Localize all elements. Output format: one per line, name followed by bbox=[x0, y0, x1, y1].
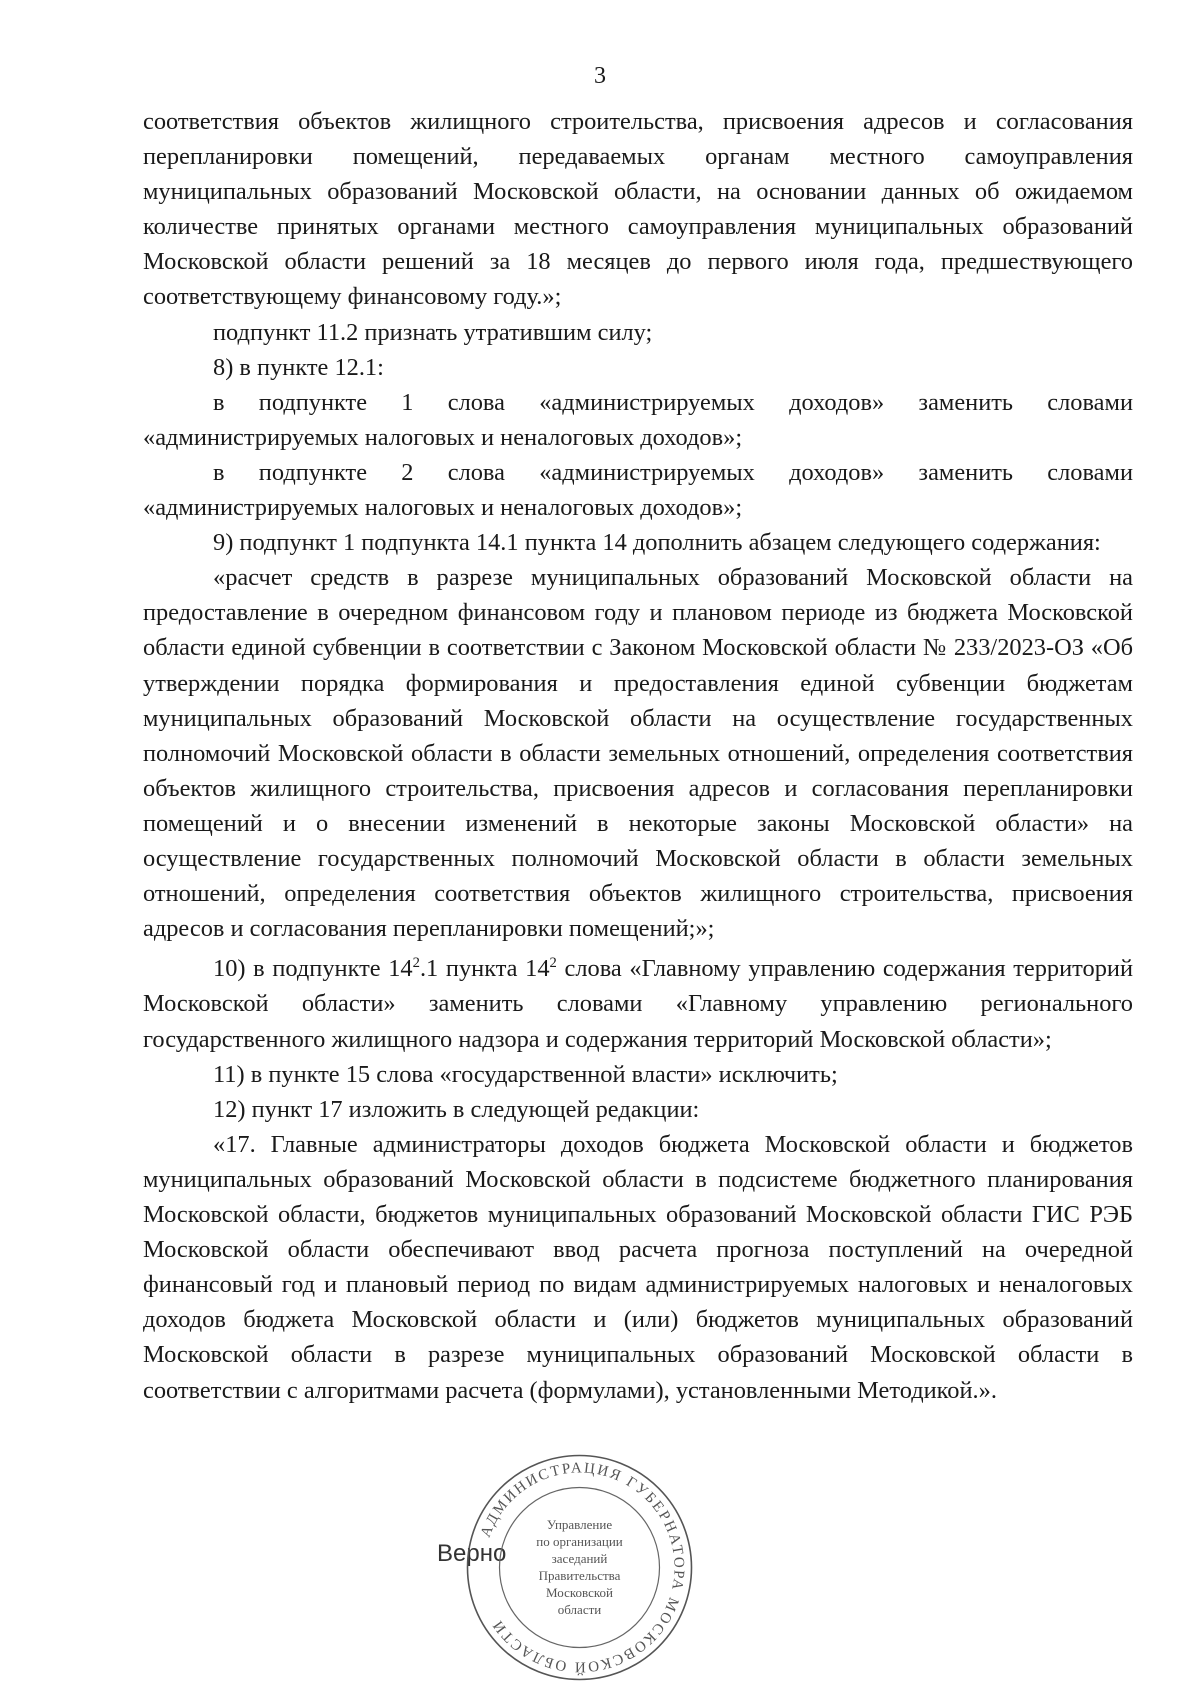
seal-inner-line: области bbox=[557, 1602, 602, 1617]
paragraph-subitem-2: в подпункте 2 слова «администрируемых доходов» заменить словами «администрируемых налоговых и неналоговых доходов»; bbox=[143, 458, 1133, 522]
seal-inner-line: Правительства bbox=[538, 1568, 621, 1583]
seal-inner-line: Управление bbox=[546, 1517, 613, 1532]
paragraph-quote-calculation: «расчет средств в разрезе муниципальных образований Московской области на предоставление в очередном финансовом году и плановом периоде из бюджета Московской области единой субвенции в соответствии с Законом Московской области № 233/2023-ОЗ «Об утверждении порядка формирования и предоставления единой субвенции бюджетам муниципальных образований Московской области на осуществление государственных полномочий Московской области в области земельных отношений, определения соответствия объектов жилищного строительства, присвоения адресов и согласования перепланировки помещений и о внесении изменений в некоторые законы Московской области» на осуществление государственных полномочий Московской области в области земельных отношений, определения соответствия объектов жилищного строительства, присвоения адресов и согласования перепланировки помещений;»; bbox=[143, 564, 1133, 943]
paragraph-item-8: 8) в пункте 12.1: bbox=[213, 353, 384, 381]
paragraph-subitem-1: в подпункте 1 слова «администрируемых доходов» заменить словами «администрируемых налоговых и неналоговых доходов»; bbox=[143, 388, 1133, 451]
paragraph-11-2: подпункт 11.2 признать утратившим силу; bbox=[213, 318, 653, 346]
seal-inner-line: Московской bbox=[546, 1585, 613, 1600]
seal-inner-line: по организации bbox=[536, 1534, 623, 1549]
paragraph-continuation: соответствия объектов жилищного строительства, присвоения адресов и согласования перепланировки помещений, передаваемых органам местного самоуправления муниципальных образований Московской области, на основании данных об ожидаемом количестве принятых органами местного самоуправления муниципальных образований Московской области решений за 18 месяцев до первого июля года, предшествующего соответствующему финансовому году.»; bbox=[143, 108, 1133, 311]
paragraph-item-10 bbox=[143, 946, 1133, 1056]
verno-note: Верно bbox=[437, 1540, 507, 1567]
official-seal bbox=[462, 1450, 697, 1685]
seal-outer-text: АДМИНИСТРАЦИЯ ГУБЕРНАТОРА МОСКОВСКОЙ ОБЛАСТИ bbox=[477, 1460, 687, 1675]
paragraph-item-12: 12) пункт 17 изложить в следующей редакции: bbox=[213, 1095, 700, 1123]
paragraph-item-11: 11) в пункте 15 слова «государственной власти» исключить; bbox=[213, 1060, 838, 1088]
seal-inner-line: заседаний bbox=[551, 1551, 608, 1566]
item-10-text: 10) в подпункте $14^2.1$ пункта $14^2$ слова «Главному управлению содержания территорий Московской области» заменить словами «Главному управлению регионального государственного жилищного надзора и содержания территорий Московской области»; bbox=[143, 955, 1134, 1053]
paragraph-quote-17: «17. Главные администраторы доходов бюджета Московской области и бюджетов муниципальных образований Московской области в подсистеме бюджетного планирования Московской области, бюджетов муниципальных образований Московской области ГИС РЭБ Московской области обеспечивают ввод расчета прогноза поступлений на очередной финансовый год и плановый период по видам администрируемых налоговых и неналоговых доходов бюджета Московской области и (или) бюджетов муниципальных образований Московской области в разрезе муниципальных образований Московской области в соответствии с алгоритмами расчета (формулами), установленными Методикой.». bbox=[143, 1130, 1133, 1404]
document-body bbox=[143, 104, 1133, 1408]
page-number: 3 bbox=[594, 63, 606, 89]
paragraph-item-9: 9) подпункт 1 подпункта 14.1 пункта 14 дополнить абзацем следующего содержания: bbox=[213, 529, 1101, 557]
